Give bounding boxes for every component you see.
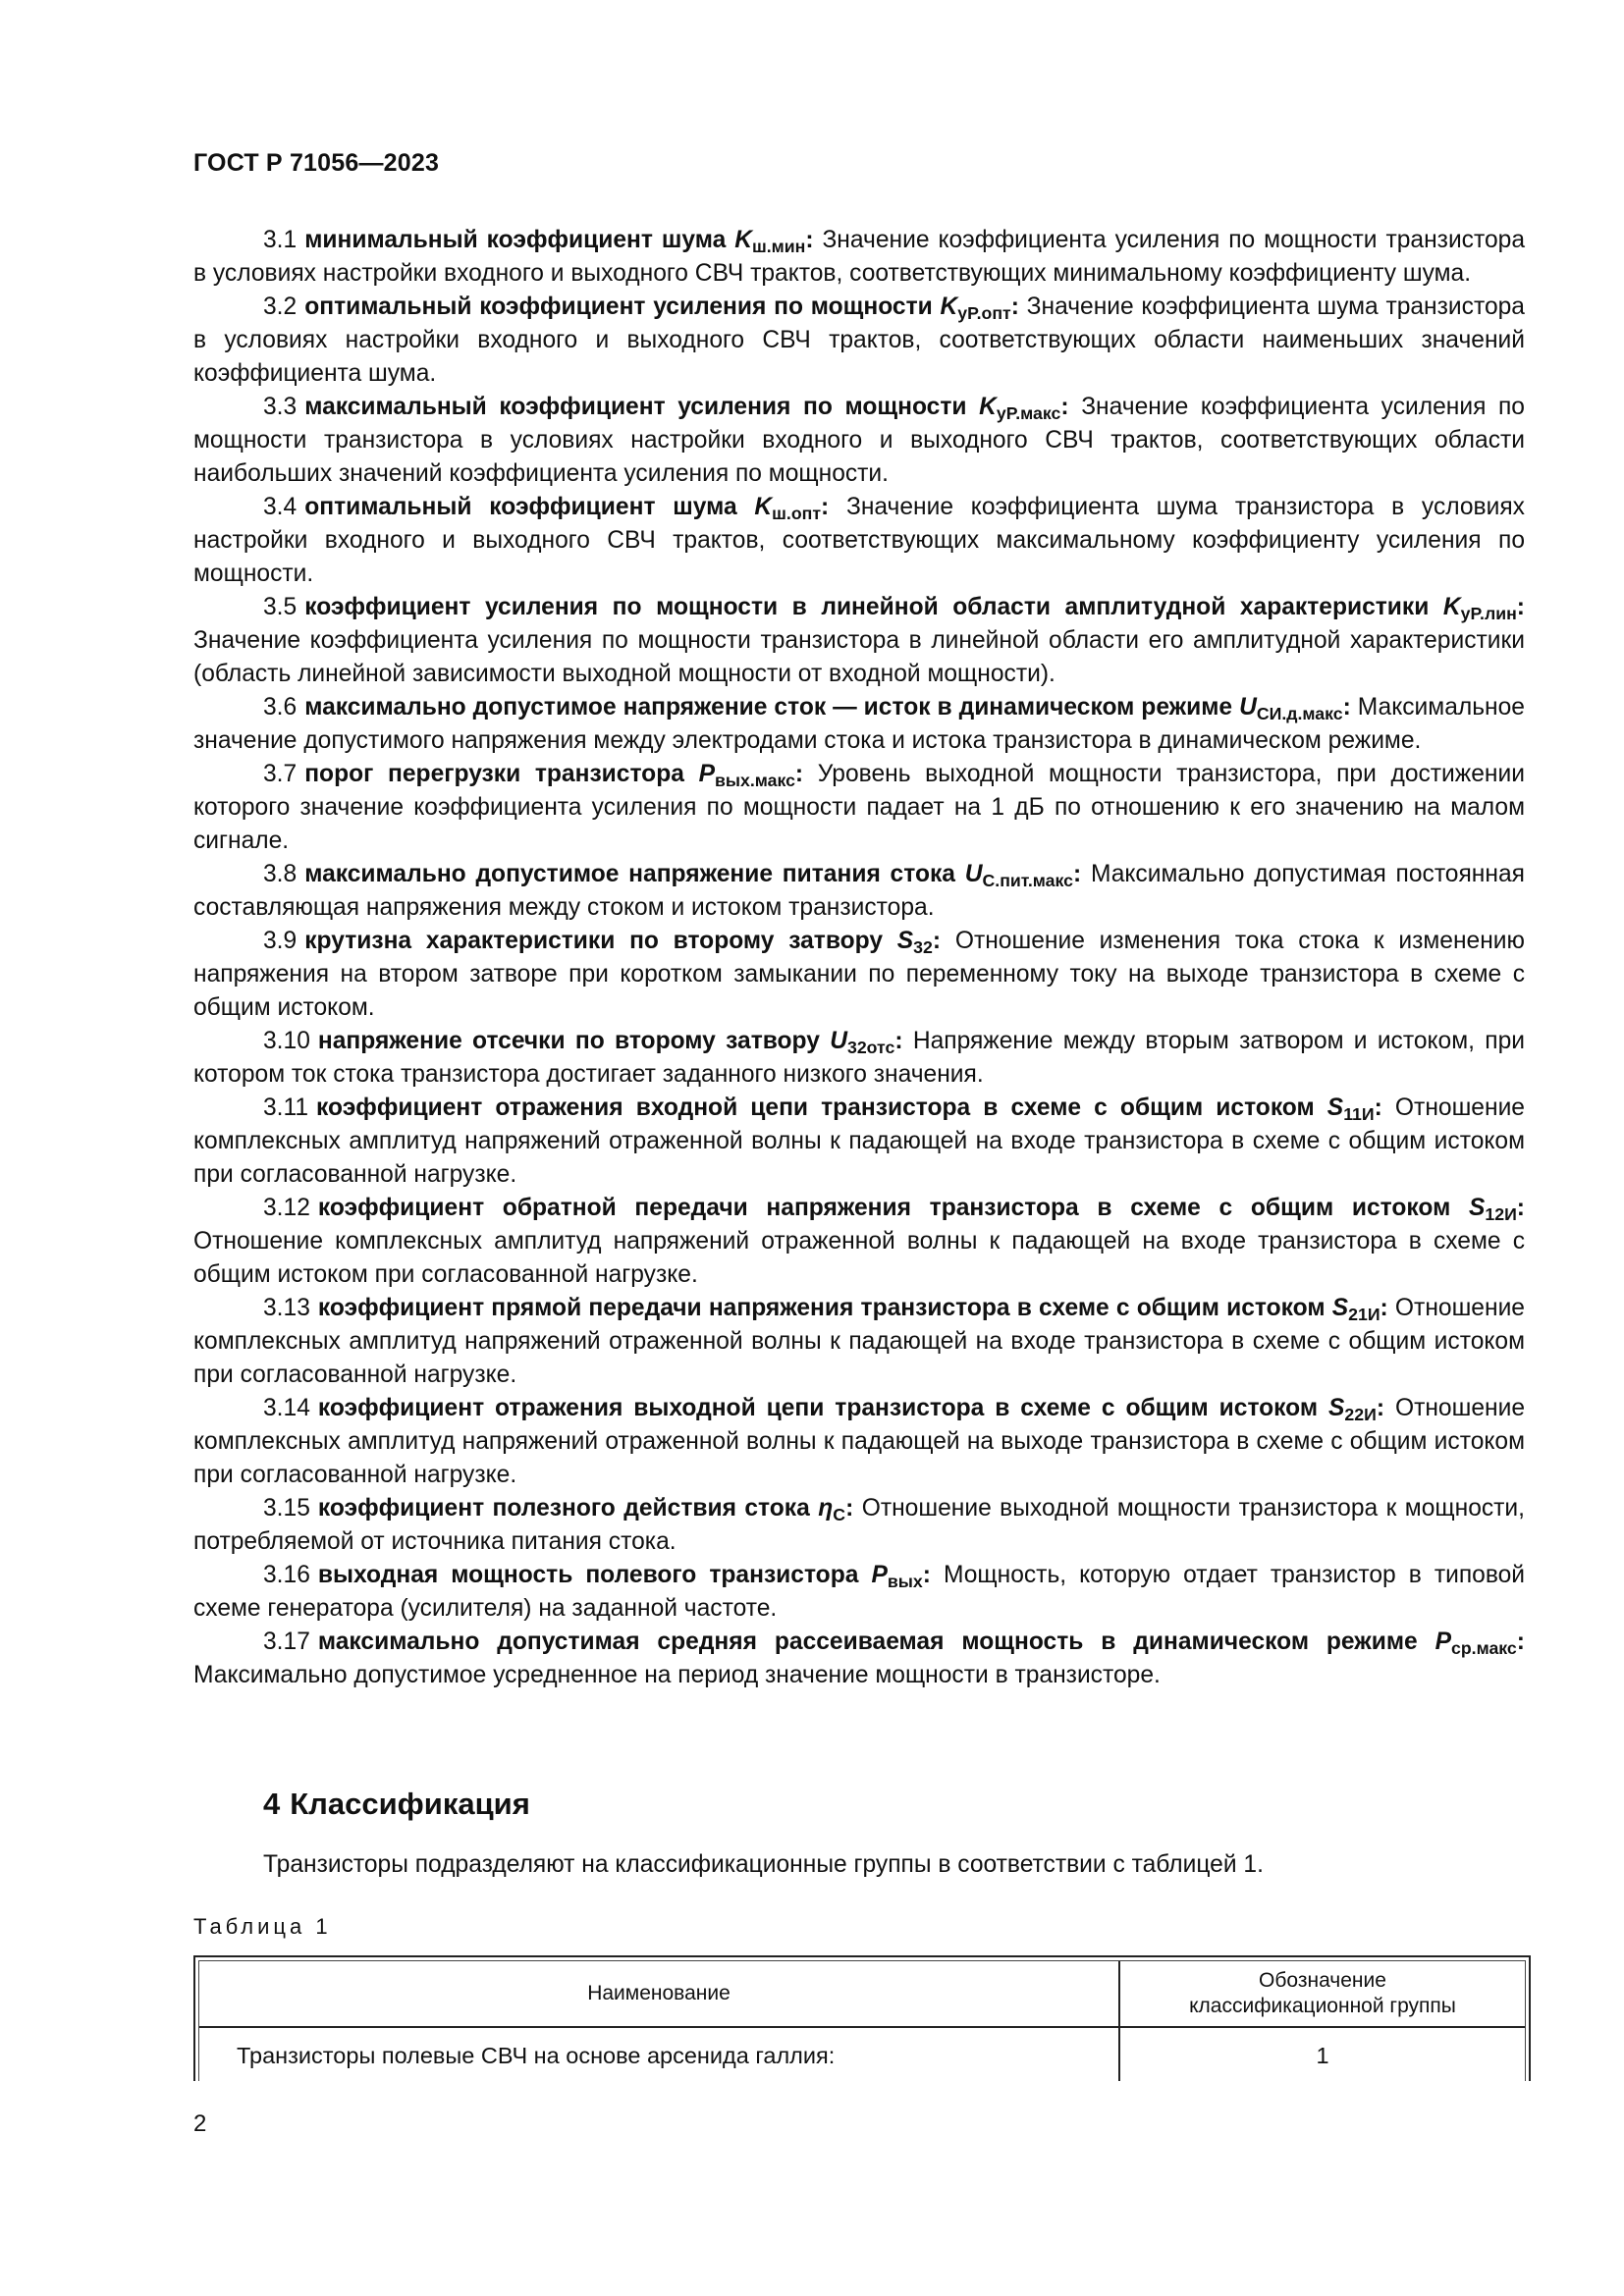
- definition-term: коэффициент обратной передачи напряжения транзистора в схеме с общим истоком: [317, 1195, 1451, 1221]
- definition-text: Значение коэффициента усиления по мощности транзистора в условиях настройки входного и выходного СВЧ трактов, соответствующих области наибольших значений коэффициента усиления по мощности.: [193, 394, 1525, 487]
- definition-text: Максимально допустимое усредненное на период значение мощности в транзисторе.: [193, 1662, 1161, 1688]
- definition-number: 3.3: [263, 394, 298, 420]
- definition-text: Отношение изменения тока стока к изменению напряжения на втором затворе при коротком замыкании по переменному току на выходе транзистора в схеме с общим истоком.: [193, 928, 1525, 1021]
- definition-term: максимально допустимая средняя рассеиваемая мощность в динамическом режиме: [317, 1629, 1418, 1655]
- document-header: ГОСТ Р 71056—2023: [193, 149, 440, 177]
- definition-item: 3.9 крутизна характеристики по второму затвору $S_{32}$: Отношение изменения тока стока к изменению напряжения на втором затворе при коротком замыкании по переменному току на выходе транзистора в схеме с общим истоком.: [193, 928, 1525, 1021]
- definition-number: 3.5: [263, 594, 298, 620]
- definition-number: 3.1: [263, 227, 298, 253]
- definition-text: Мощность, которую отдает транзистор в типовой схеме генератора (усилителя) на заданной частоте.: [193, 1562, 1526, 1622]
- definition-symbol: $S_{21И}$: [1331, 1295, 1380, 1324]
- definition-term: коэффициент отражения выходной цепи транзистора в схеме с общим истоком: [317, 1395, 1319, 1421]
- definition-term: напряжение отсечки по второму затвору: [317, 1028, 820, 1054]
- definition-symbol: $U_{32отс}$: [830, 1028, 895, 1057]
- section-number: 4: [263, 1787, 281, 1821]
- definition-item: 3.1 минимальный коэффициент шума $K_{ш.мин}$: Значение коэффициента усиления по мощности транзистора в условиях настройки входного и выходного СВЧ трактов, соответствующих минимальному коэффициенту шума.: [193, 227, 1525, 287]
- table-header-name: Наименование: [199, 1961, 1119, 2027]
- table-row: [199, 2027, 1525, 2081]
- classification-table: [193, 1955, 1531, 2081]
- section-intro-text: Транзисторы подразделяют на классификационные группы в соответствии с таблицей 1.: [263, 1851, 1264, 1878]
- definition-number: 3.15: [263, 1495, 310, 1522]
- definition-symbol: $\eta_С$: [818, 1495, 846, 1524]
- definition-text: Значение коэффициента усиления по мощности транзистора в условиях настройки входного и выходного СВЧ трактов, соответствующих минимальному коэффициенту шума.: [193, 227, 1525, 287]
- definitions-list: [193, 224, 1525, 1692]
- definition-symbol: $U_{СИ.д.макс}$: [1239, 694, 1343, 723]
- definition-term: оптимальный коэффициент усиления по мощности: [304, 294, 933, 320]
- table-cell-name: Транзисторы полевые СВЧ на основе арсенида галлия:: [199, 2027, 1119, 2081]
- definition-item: 3.14 коэффициент отражения выходной цепи транзистора в схеме с общим истоком $S_{22И}$: Отношение комплексных амплитуд напряжений отраженной волны к падающей на выходе транзистора в схеме с общим истоком при согласованной нагрузке.: [193, 1395, 1525, 1488]
- definition-item: 3.2 оптимальный коэффициент усиления по мощности $K_{уP.опт}$: Значение коэффициента шума транзистора в условиях настройки входного и выходного СВЧ трактов, соответствующих области наименьших значений коэффициента шума.: [193, 294, 1525, 387]
- definition-symbol: $P_{вых.макс}$: [698, 761, 795, 790]
- definition-text: Значение коэффициента усиления по мощности транзистора в линейной области его амплитудной характеристики (область линейной зависимости выходной мощности от входной мощности).: [193, 627, 1525, 687]
- definition-term: максимально допустимое напряжение питания стока: [304, 861, 955, 887]
- definition-term: крутизна характеристики по второму затвору: [304, 928, 884, 954]
- definition-term: минимальный коэффициент шума: [304, 227, 727, 253]
- definition-number: 3.2: [263, 294, 298, 320]
- definition-symbol: $P_{вых}$: [871, 1562, 923, 1591]
- definition-number: 3.7: [263, 761, 298, 787]
- definition-item: 3.12 коэффициент обратной передачи напряжения транзистора в схеме с общим истоком $S_{12И}$: Отношение комплексных амплитуд напряжений отраженной волны к падающей на входе транзистора в схеме с общим истоком при согласованной нагрузке.: [193, 1195, 1525, 1288]
- definition-number: 3.13: [263, 1295, 310, 1321]
- definition-item: 3.3 максимальный коэффициент усиления по мощности $K_{уP.макс}$: Значение коэффициента усиления по мощности транзистора в условиях настройки входного и выходного СВЧ трактов, соответствующих области наибольших значений коэффициента усиления по мощности.: [193, 394, 1525, 487]
- definition-number: 3.6: [263, 694, 298, 721]
- definition-symbol: $S_{22И}$: [1327, 1395, 1377, 1424]
- definition-term: коэффициент усиления по мощности в линейной области амплитудной характеристики: [304, 594, 1430, 620]
- definition-item: 3.16 выходная мощность полевого транзистора $P_{вых}$: Мощность, которую отдает транзистор в типовой схеме генератора (усилителя) на заданной частоте.: [193, 1562, 1526, 1622]
- definition-text: Напряжение между вторым затвором и истоком, при котором ток стока транзистора достигает заданного низкого значения.: [193, 1028, 1525, 1088]
- definition-text: Значение коэффициента шума транзистора в условиях настройки входного и выходного СВЧ трактов, соответствующих области наименьших значений коэффициента шума.: [193, 294, 1525, 387]
- definition-item: 3.7 порог перегрузки транзистора $P_{вых.макс}$: Уровень выходной мощности транзистора, при достижении которого значение коэффициента усиления по мощности падает на 1 дБ по отношению к его значению на малом сигнале.: [193, 761, 1525, 854]
- definition-item: 3.10 напряжение отсечки по второму затвору $U_{32отс}$: Напряжение между вторым затвором и истоком, при котором ток стока транзистора достигает заданного низкого значения.: [193, 1028, 1525, 1088]
- definition-item: 3.15 коэффициент полезного действия стока $\eta_С$: Отношение выходной мощности транзистора к мощности, потребляемой от источника питания стока.: [193, 1495, 1526, 1555]
- table-caption: Таблица 1: [193, 1914, 332, 1939]
- table-header-group: Обозначение классификационной группы: [1119, 1961, 1525, 2027]
- definition-number: 3.10: [263, 1028, 310, 1054]
- definition-symbol: $K_{уP.лин}$: [1442, 594, 1517, 623]
- definition-symbol: $S_{12И}$: [1468, 1195, 1517, 1224]
- definition-item: 3.11 коэффициент отражения входной цепи транзистора в схеме с общим истоком $S_{11И}$: Отношение комплексных амплитуд напряжений отраженной волны к падающей на входе транзистора в схеме с общим истоком при согласованной нагрузке.: [193, 1095, 1525, 1188]
- definition-text: Отношение комплексных амплитуд напряжений отраженной волны к падающей на выходе транзистора в схеме с общим истоком при согласованной нагрузке.: [193, 1395, 1525, 1488]
- definition-text: Отношение комплексных амплитуд напряжений отраженной волны к падающей на входе транзистора в схеме с общим истоком при согласованной нагрузке.: [193, 1228, 1525, 1288]
- definition-number: 3.9: [263, 928, 298, 954]
- definition-number: 3.17: [263, 1629, 310, 1655]
- definition-number: 3.11: [263, 1095, 309, 1121]
- definition-text: Отношение комплексных амплитуд напряжений отраженной волны к падающей на входе транзистора в схеме с общим истоком при согласованной нагрузке.: [193, 1295, 1525, 1388]
- definition-text: Максимально допустимая постоянная составляющая напряжения между стоком и истоком транзистора.: [193, 861, 1525, 921]
- definition-term: максимально допустимое напряжение сток — исток в динамическом режиме: [304, 694, 1233, 721]
- definition-symbol: $S_{32}$: [896, 928, 933, 957]
- definition-symbol: $K_{уP.опт}$: [940, 294, 1011, 323]
- section-title: Классификация: [290, 1787, 530, 1821]
- definition-term: коэффициент прямой передачи напряжения транзистора в схеме с общим истоком: [317, 1295, 1326, 1321]
- definition-symbol: $K_{уP.макс}$: [979, 394, 1061, 423]
- definition-item: 3.4 оптимальный коэффициент шума $K_{ш.опт}$: Значение коэффициента шума транзистора в условиях настройки входного и выходного СВЧ трактов, соответствующих максимальному коэффициенту усиления по мощности.: [193, 494, 1525, 587]
- definition-text: Уровень выходной мощности транзистора, при достижении которого значение коэффициента усиления по мощности падает на 1 дБ по отношению к его значению на малом сигнале.: [193, 761, 1525, 854]
- definition-term: коэффициент отражения входной цепи транзистора в схеме с общим истоком: [316, 1095, 1315, 1121]
- page-number: 2: [193, 2110, 207, 2137]
- definition-text: Отношение комплексных амплитуд напряжений отраженной волны к падающей на входе транзистора в схеме с общим истоком при согласованной нагрузке.: [193, 1095, 1525, 1188]
- definition-symbol: $P_{ср.макс}$: [1435, 1629, 1517, 1658]
- definition-number: 3.8: [263, 861, 298, 887]
- definition-item: 3.17 максимально допустимая средняя рассеиваемая мощность в динамическом режиме $P_{ср.макс}$: Максимально допустимое усредненное на период значение мощности в транзисторе.: [193, 1629, 1525, 1688]
- definition-term: выходная мощность полевого транзистора: [317, 1562, 859, 1588]
- definition-symbol: $U_{С.пит.макс}$: [964, 861, 1073, 890]
- definition-item: 3.5 коэффициент усиления по мощности в линейной области амплитудной характеристики $K_{уP.лин}$: Значение коэффициента усиления по мощности транзистора в линейной области его амплитудной характеристики (область линейной зависимости выходной мощности от входной мощности).: [193, 594, 1525, 687]
- definition-term: максимальный коэффициент усиления по мощности: [304, 394, 967, 420]
- definition-term: порог перегрузки транзистора: [304, 761, 684, 787]
- definition-number: 3.14: [263, 1395, 310, 1421]
- definition-number: 3.4: [263, 494, 298, 520]
- definition-text: Отношение выходной мощности транзистора к мощности, потребляемой от источника питания стока.: [193, 1495, 1526, 1555]
- definition-text: Максимальное значение допустимого напряжения между электродами стока и истока транзистора в динамическом режиме.: [193, 694, 1525, 754]
- table-cell-group: 1: [1316, 2042, 1329, 2068]
- definition-symbol: $K_{ш.опт}$: [754, 494, 822, 523]
- definition-symbol: $K_{ш.мин}$: [734, 227, 806, 256]
- definition-item: 3.6 максимально допустимое напряжение сток — исток в динамическом режиме $U_{СИ.д.макс}$: Максимальное значение допустимого напряжения между электродами стока и истока транзистора в динамическом режиме.: [193, 694, 1525, 754]
- definition-symbol: $S_{11И}$: [1326, 1095, 1375, 1124]
- definition-number: 3.12: [263, 1195, 310, 1221]
- definition-item: 3.8 максимально допустимое напряжение питания стока $U_{С.пит.макс}$: Максимально допустимая постоянная составляющая напряжения между стоком и истоком транзистора.: [193, 861, 1525, 921]
- definition-item: 3.13 коэффициент прямой передачи напряжения транзистора в схеме с общим истоком $S_{21И}$: Отношение комплексных амплитуд напряжений отраженной волны к падающей на входе транзистора в схеме с общим истоком при согласованной нагрузке.: [193, 1295, 1525, 1388]
- definition-text: Значение коэффициента шума транзистора в условиях настройки входного и выходного СВЧ трактов, соответствующих максимальному коэффициенту усиления по мощности.: [193, 494, 1525, 587]
- definition-number: 3.16: [263, 1562, 310, 1588]
- definition-term: коэффициент полезного действия стока: [317, 1495, 810, 1522]
- definition-term: оптимальный коэффициент шума: [304, 494, 737, 520]
- section-heading: [263, 1787, 530, 1822]
